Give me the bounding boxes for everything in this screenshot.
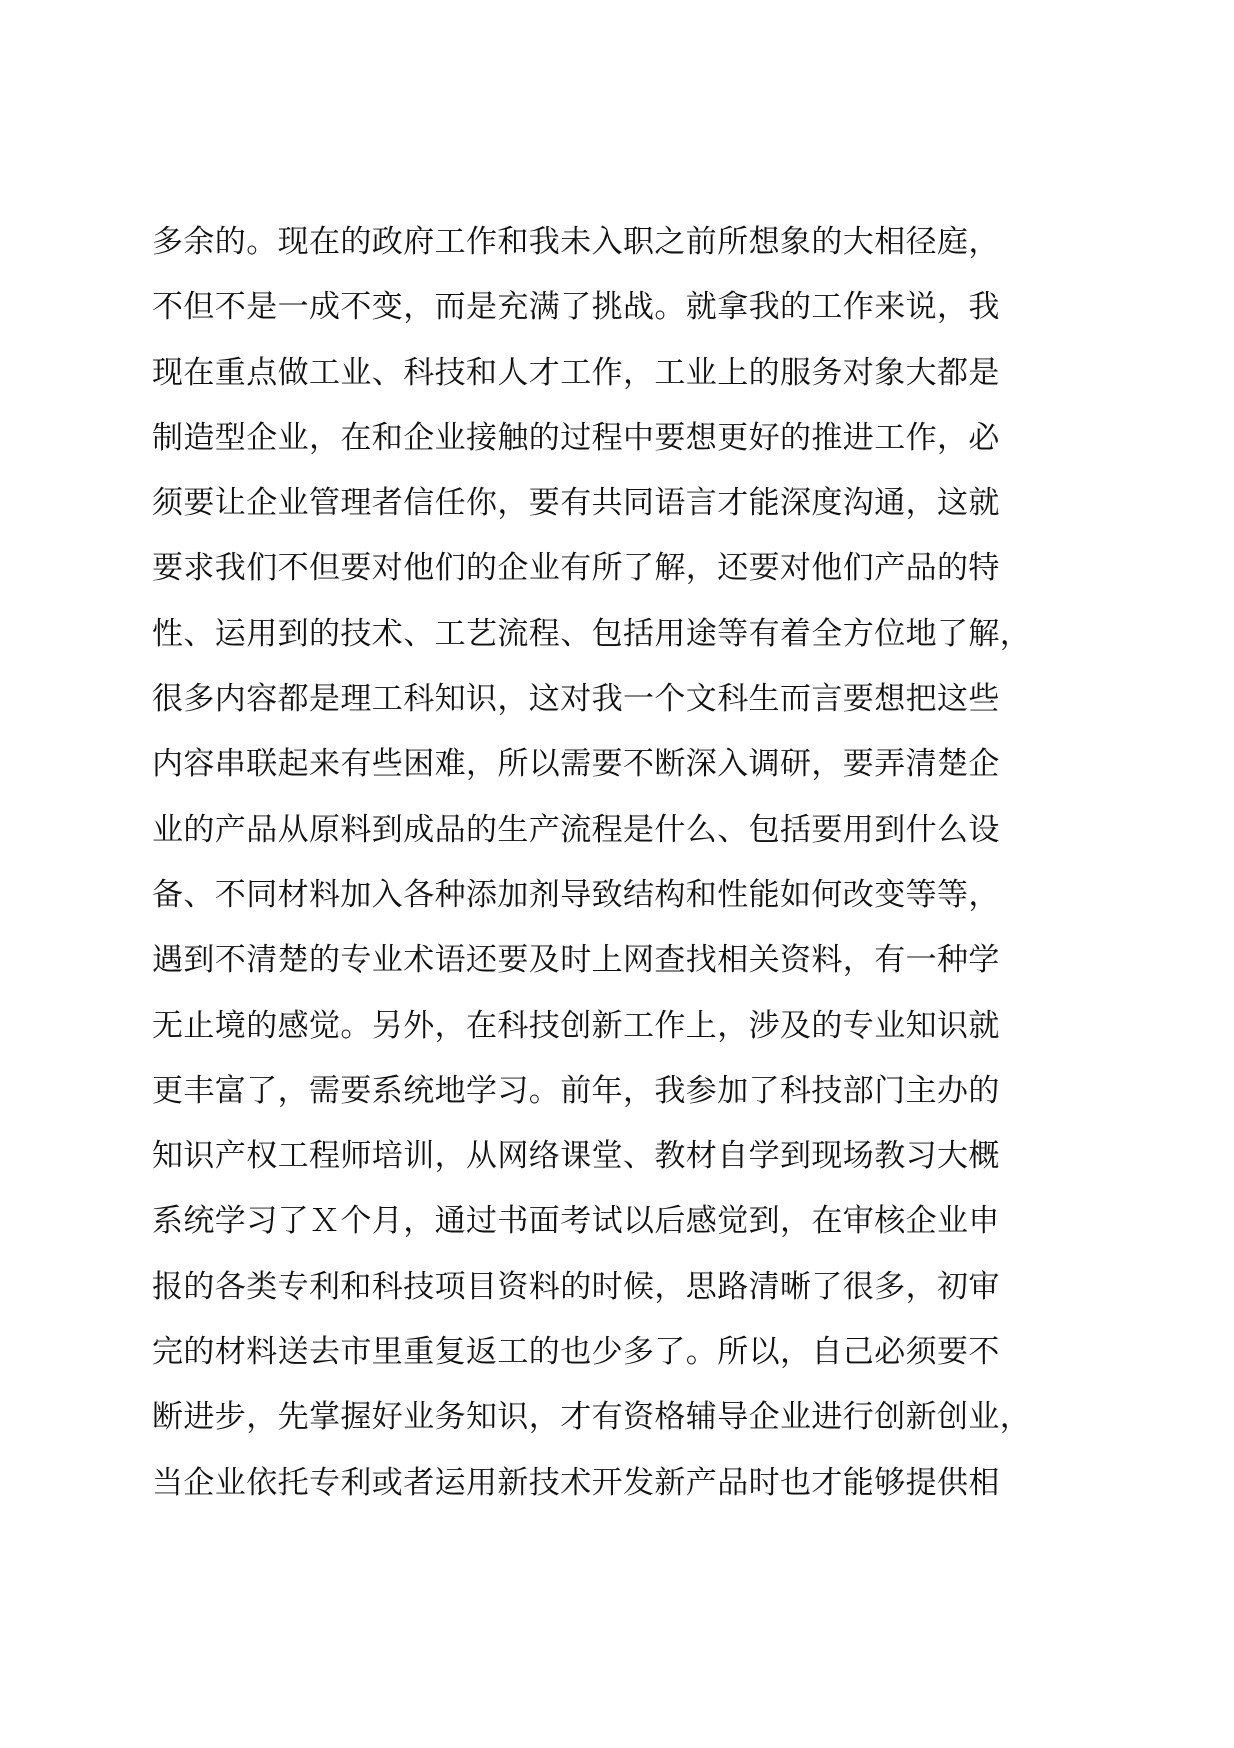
text-line: 知识产权工程师培训，从网络课堂、教材自学到现场教习大概 [152, 1138, 1000, 1175]
text-line: 很多内容都是理工科知识，这对我一个文科生而言要想把这些 [152, 681, 1000, 718]
text-line: 内容串联起来有些困难，所以需要不断深入调研，要弄清楚企 [152, 746, 1000, 783]
text-line: 须要让企业管理者信任你，要有共同语言才能深度沟通，这就 [152, 485, 1000, 522]
text-line: 报的各类专利和科技项目资料的时候，思路清晰了很多，初审 [152, 1268, 1000, 1305]
text-line: 更丰富了，需要系统地学习。前年，我参加了科技部门主办的 [152, 1072, 1000, 1109]
text-line: 备、不同材料加入各种添加剂导致结构和性能如何改变等等， [152, 876, 1000, 913]
text-line: 多余的。现在的政府工作和我未入职之前所想象的大相径庭， [152, 224, 1000, 260]
text-line: 断进步，先掌握好业务知识，才有资格辅导企业进行创新创业， [152, 1399, 1032, 1436]
text-line: 要求我们不但要对他们的企业有所了解，还要对他们产品的特 [152, 550, 1000, 587]
text-line: 业的产品从原料到成品的生产流程是什么、包括要用到什么设 [152, 811, 1000, 848]
text-line: 不但不是一成不变，而是充满了挑战。就拿我的工作来说，我 [152, 289, 1000, 326]
text-line: 制造型企业，在和企业接触的过程中要想更好的推进工作，必 [152, 419, 1000, 456]
text-line: 当企业依托专利或者运用新技术开发新产品时也才能够提供相 [152, 1464, 1000, 1501]
text-line: 性、运用到的技术、工艺流程、包括用途等有着全方位地了解， [152, 615, 1032, 652]
text-line: 遇到不清楚的专业术语还要及时上网查找相关资料，有一种学 [152, 942, 1000, 979]
text-line: 系统学习了Ｘ个月，通过书面考试以后感觉到，在审核企业申 [152, 1203, 1000, 1240]
text-line: 现在重点做工业、科技和人才工作，工业上的服务对象大都是 [152, 354, 1000, 391]
text-line: 完的材料送去市里重复返工的也少多了。所以，自己必须要不 [152, 1334, 1000, 1371]
text-line: 无止境的感觉。另外，在科技创新工作上，涉及的专业知识就 [152, 1007, 1000, 1044]
body-paragraph [152, 210, 1112, 1516]
